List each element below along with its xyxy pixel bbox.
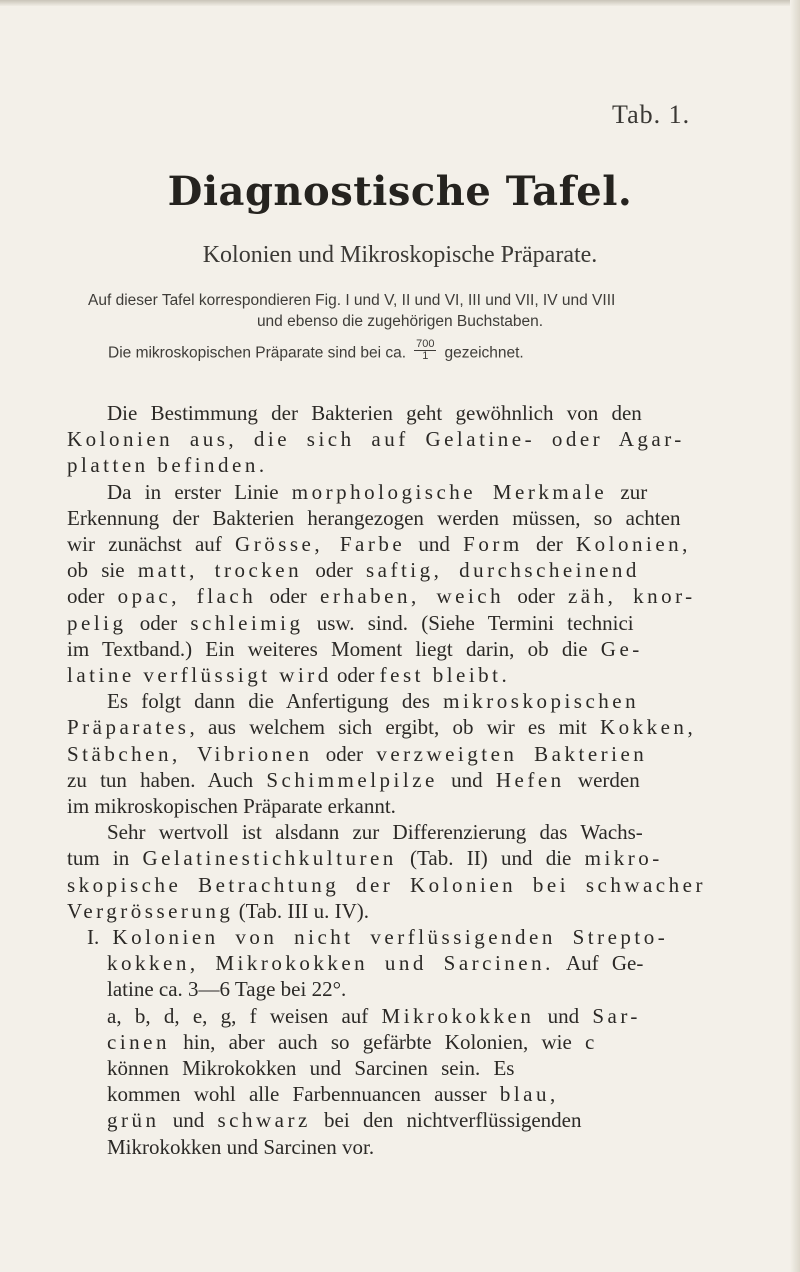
body-text-segment: Gelatinestichkulturen — [142, 846, 397, 871]
body-text-segment: kokken, Mikrokokken und Sarcinen. — [107, 951, 554, 976]
note-correspondence: Auf dieser Tafel korrespondieren Fig. I und V, II und VI, III und VII, IV und VIII — [88, 292, 616, 309]
body-line — [67, 426, 685, 452]
body-text-segment: Ge- — [600, 636, 643, 661]
body-text-segment: mikroskopischen — [443, 689, 640, 714]
body-text-segment: im mikroskopischen Präparate erkannt. — [67, 794, 396, 818]
body-line — [67, 505, 680, 531]
body-text-segment: Kokken — [599, 715, 688, 740]
body-text-segment: und — [534, 1003, 593, 1028]
body-text-segment: oder — [126, 610, 191, 635]
body-text-segment: Kolonien aus, die sich auf Gelatine- oder Agar- — [67, 427, 685, 452]
note-letters: und ebenso die zugehörigen Buchstaben. — [256, 313, 544, 330]
body-text-segment: werden — [564, 767, 640, 792]
body-text-segment: oder — [331, 663, 380, 687]
body-text-segment: tum in — [67, 846, 143, 871]
page-subtitle: Kolonien und Mikroskopische Präparate. — [202, 242, 598, 268]
body-text-segment: , — [682, 532, 688, 556]
note-magnification — [108, 338, 524, 365]
body-line — [107, 950, 643, 976]
body-text-segment: grün — [107, 1108, 160, 1133]
body-text-segment: Mikrokokken und Sarcinen vor. — [107, 1134, 375, 1159]
body-text-segment: Da in erster Linie — [107, 479, 292, 504]
body-text-segment: cinen — [107, 1029, 170, 1054]
body-text-segment: und — [437, 767, 496, 792]
body-line — [107, 1003, 641, 1029]
body-text-segment: Erkennung der Bakterien herangezogen werden müssen, so achten — [67, 505, 681, 530]
body-text-segment: zäh, knor- — [567, 584, 696, 609]
fraction-numerator: 700 — [416, 338, 435, 350]
body-text-segment: Stäbchen, Vibrionen — [67, 741, 313, 766]
body-text-segment: Kolonien — [576, 532, 683, 556]
body-text-segment: Vergrösserung — [67, 898, 234, 923]
note-magnification-suffix: gezeichnet. — [444, 344, 524, 362]
body-text-segment: , aus welchem sich ergibt, ob wir es mit — [189, 715, 600, 740]
body-text-segment: (Tab. III u. IV). — [233, 898, 369, 923]
body-text-segment: morphologische Merkmale — [291, 479, 608, 504]
body-text-segment: Sar- — [592, 1003, 641, 1028]
body-text-segment: , — [549, 1082, 556, 1107]
body-line — [67, 610, 634, 636]
body-text-segment: erhaben, weich — [320, 584, 505, 609]
body-line — [67, 793, 396, 819]
body-text-segment: usw. sind. (Siehe Termini technici — [303, 610, 634, 635]
body-text-segment: und — [159, 1108, 218, 1133]
body-line — [67, 557, 640, 583]
magnification-fraction — [414, 339, 436, 362]
fraction-denominator: 1 — [422, 350, 429, 362]
body-text-segment: schleimig — [190, 610, 304, 635]
body-text-segment: können Mikrokokken und Sarcinen sein. Es — [107, 1056, 515, 1080]
body-text-segment: oder — [312, 741, 377, 766]
body-text-segment: oder — [504, 584, 568, 609]
body-text-segment: latine ca. 3—6 Tage bei 22°. — [107, 977, 347, 1002]
body-line — [67, 583, 696, 609]
page-title: Diagnostische Tafel. — [167, 168, 633, 215]
body-line — [67, 452, 268, 478]
table-number: Tab. 1. — [612, 100, 691, 129]
body-text-segment: Hefen — [495, 767, 565, 792]
body-line — [107, 1134, 374, 1160]
body-line — [107, 819, 643, 845]
body-text-segment: I. — [87, 925, 113, 949]
body-line — [67, 845, 663, 871]
body-text-segment: Es folgt dann die Anfertigung des — [107, 689, 444, 714]
body-text-segment: hin, aber auch so gefärbte Kolonien, wie c — [169, 1029, 595, 1054]
body-text-segment: zur — [607, 479, 648, 504]
body-text-segment: fest bleibt. — [379, 663, 511, 687]
body-text-segment: Mikrokokken — [381, 1003, 535, 1028]
body-line — [107, 400, 642, 426]
body-text-segment: und — [405, 532, 464, 556]
body-text-segment: latine verflüssigt wird — [67, 663, 332, 687]
body-text-segment: bei den nichtverflüssigenden — [310, 1108, 582, 1133]
body-line — [67, 767, 640, 793]
page-top-edge — [0, 0, 800, 6]
body-text-segment: oder — [302, 558, 366, 583]
body-line — [107, 479, 647, 505]
body-line — [87, 924, 668, 950]
body-text-segment: zu tun haben. Auch — [67, 767, 267, 792]
body-line — [67, 662, 510, 688]
body-line — [107, 976, 346, 1002]
body-text-segment: wir zunächst auf — [67, 532, 236, 556]
body-text-segment: oder — [256, 584, 321, 609]
body-text-segment: Kolonien von nicht verflüssigenden Strepto- — [112, 925, 669, 949]
body-text-segment: im Textband.) Ein weiteres Moment liegt darin, ob die — [67, 636, 601, 661]
body-text-segment: platten befinden. — [67, 453, 268, 478]
body-text-segment: Sehr wertvoll ist alsdann zur Differenzierung das Wachs- — [107, 820, 643, 845]
body-text-segment: pelig — [67, 610, 127, 635]
body-line — [67, 636, 643, 662]
body-text-segment: ob sie — [67, 558, 138, 583]
body-line — [67, 531, 687, 557]
body-text-segment: kommen wohl alle Farbennuancen ausser — [107, 1082, 500, 1107]
body-line — [107, 1107, 581, 1133]
body-line — [67, 898, 369, 924]
body-text-segment: oder — [67, 584, 118, 609]
body-line — [67, 741, 647, 767]
body-text-segment: mikro- — [584, 846, 663, 871]
body-line — [107, 1029, 594, 1055]
body-line — [107, 688, 639, 714]
body-text-segment: opac, flach — [117, 584, 257, 609]
body-text-segment: blau — [499, 1082, 550, 1107]
body-text-segment: schwarz — [217, 1108, 311, 1133]
body-text-segment: der — [522, 532, 577, 556]
body-text-segment: a, b, d, e, g, f weisen auf — [107, 1003, 382, 1028]
body-text-segment: Form — [463, 532, 523, 556]
body-text-segment: saftig, durchscheinend — [365, 558, 640, 583]
body-text-segment: (Tab. II) und die — [396, 846, 585, 871]
body-text-segment: matt, trocken — [137, 558, 303, 583]
body-line — [107, 1055, 514, 1081]
body-text-segment: skopische Betrachtung der Kolonien bei schwacher — [67, 872, 706, 897]
body-line — [67, 714, 693, 740]
body-text-segment: Die Bestimmung der Bakterien geht gewöhnlich von den — [107, 401, 642, 425]
body-line — [107, 1081, 555, 1107]
body-text-segment: , — [687, 715, 693, 740]
body-line — [67, 872, 706, 898]
note-magnification-text: Die mikroskopischen Präparate sind bei ca. — [108, 344, 407, 362]
body-text-segment: Schimmelpilze — [266, 767, 438, 792]
body-text-segment: Auf Ge- — [553, 951, 644, 976]
body-text-segment: Grösse, Farbe — [235, 532, 406, 556]
body-text-segment: verzweigten Bakterien — [376, 741, 648, 766]
body-text-segment: Präparates — [67, 715, 190, 740]
